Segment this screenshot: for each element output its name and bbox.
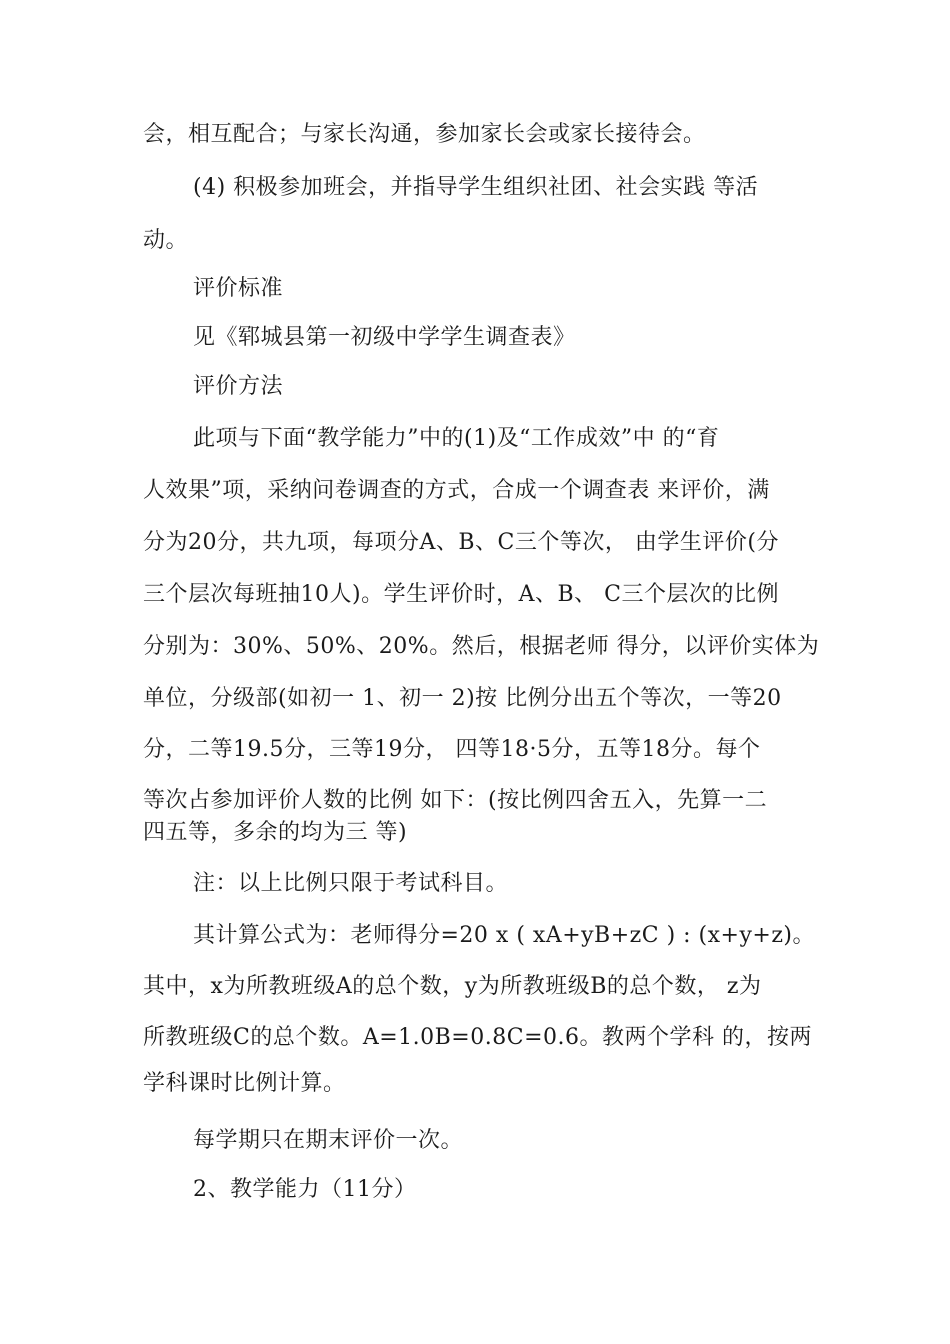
text-line: 每学期只在期末评价一次。 (193, 1128, 464, 1153)
formula-line: 其计算公式为：老师得分=20 x ( xA+yB+zC ) : (x+y+z)。 (193, 923, 816, 948)
text-line: 会，相互配合；与家长沟通，参加家长会或家长接待会。 (143, 122, 706, 147)
text-line: 学科课时比例计算。 (143, 1071, 346, 1096)
section-heading: 评价标准 (193, 276, 284, 301)
text-line: 此项与下面“教学能力”中的(1)及“工作成效”中 的“育 (193, 426, 720, 451)
section-heading: 评价方法 (193, 374, 284, 399)
text-line: 分，二等19.5分，三等19分， 四等18·5分，五等18分。每个 (143, 737, 761, 762)
text-line: 等次占参加评价人数的比例 如下：(按比例四舍五入，先算一二 (143, 788, 768, 813)
text-line: 所教班级C的总个数。A=1.0B=0.8C=0.6。教两个学科 的，按两 (143, 1025, 812, 1050)
section-heading: 2、教学能力（11分） (193, 1177, 417, 1202)
text-line: 三个层次每班抽10人)。学生评价时，A、B、 C三个层次的比例 (143, 582, 779, 607)
note-line: 注：以上比例只限于考试科目。 (193, 871, 509, 896)
text-line: 分为20分，共九项，每项分A、B、C三个等次， 由学生评价(分 (143, 530, 779, 555)
text-line: 四五等，多余的均为三 等) (143, 820, 408, 845)
text-line: 其中，x为所教班级A的总个数，y为所教班级B的总个数， z为 (143, 974, 762, 999)
text-line: 动。 (143, 228, 189, 253)
text-line: 分别为：30%、50%、20%。然后，根据老师 得分，以评价实体为 (143, 634, 820, 659)
text-line: 见《郓城县第一初级中学学生调查表》 (193, 325, 576, 350)
text-line: 人效果”项，采纳问卷调查的方式，合成一个调查表 来评价，满 (143, 478, 770, 503)
text-line: 单位，分级部(如初一 1、初一 2)按 比例分出五个等次，一等20 (143, 686, 782, 711)
text-line: (4) 积极参加班会，并指导学生组织社团、社会实践 等活 (193, 175, 759, 200)
